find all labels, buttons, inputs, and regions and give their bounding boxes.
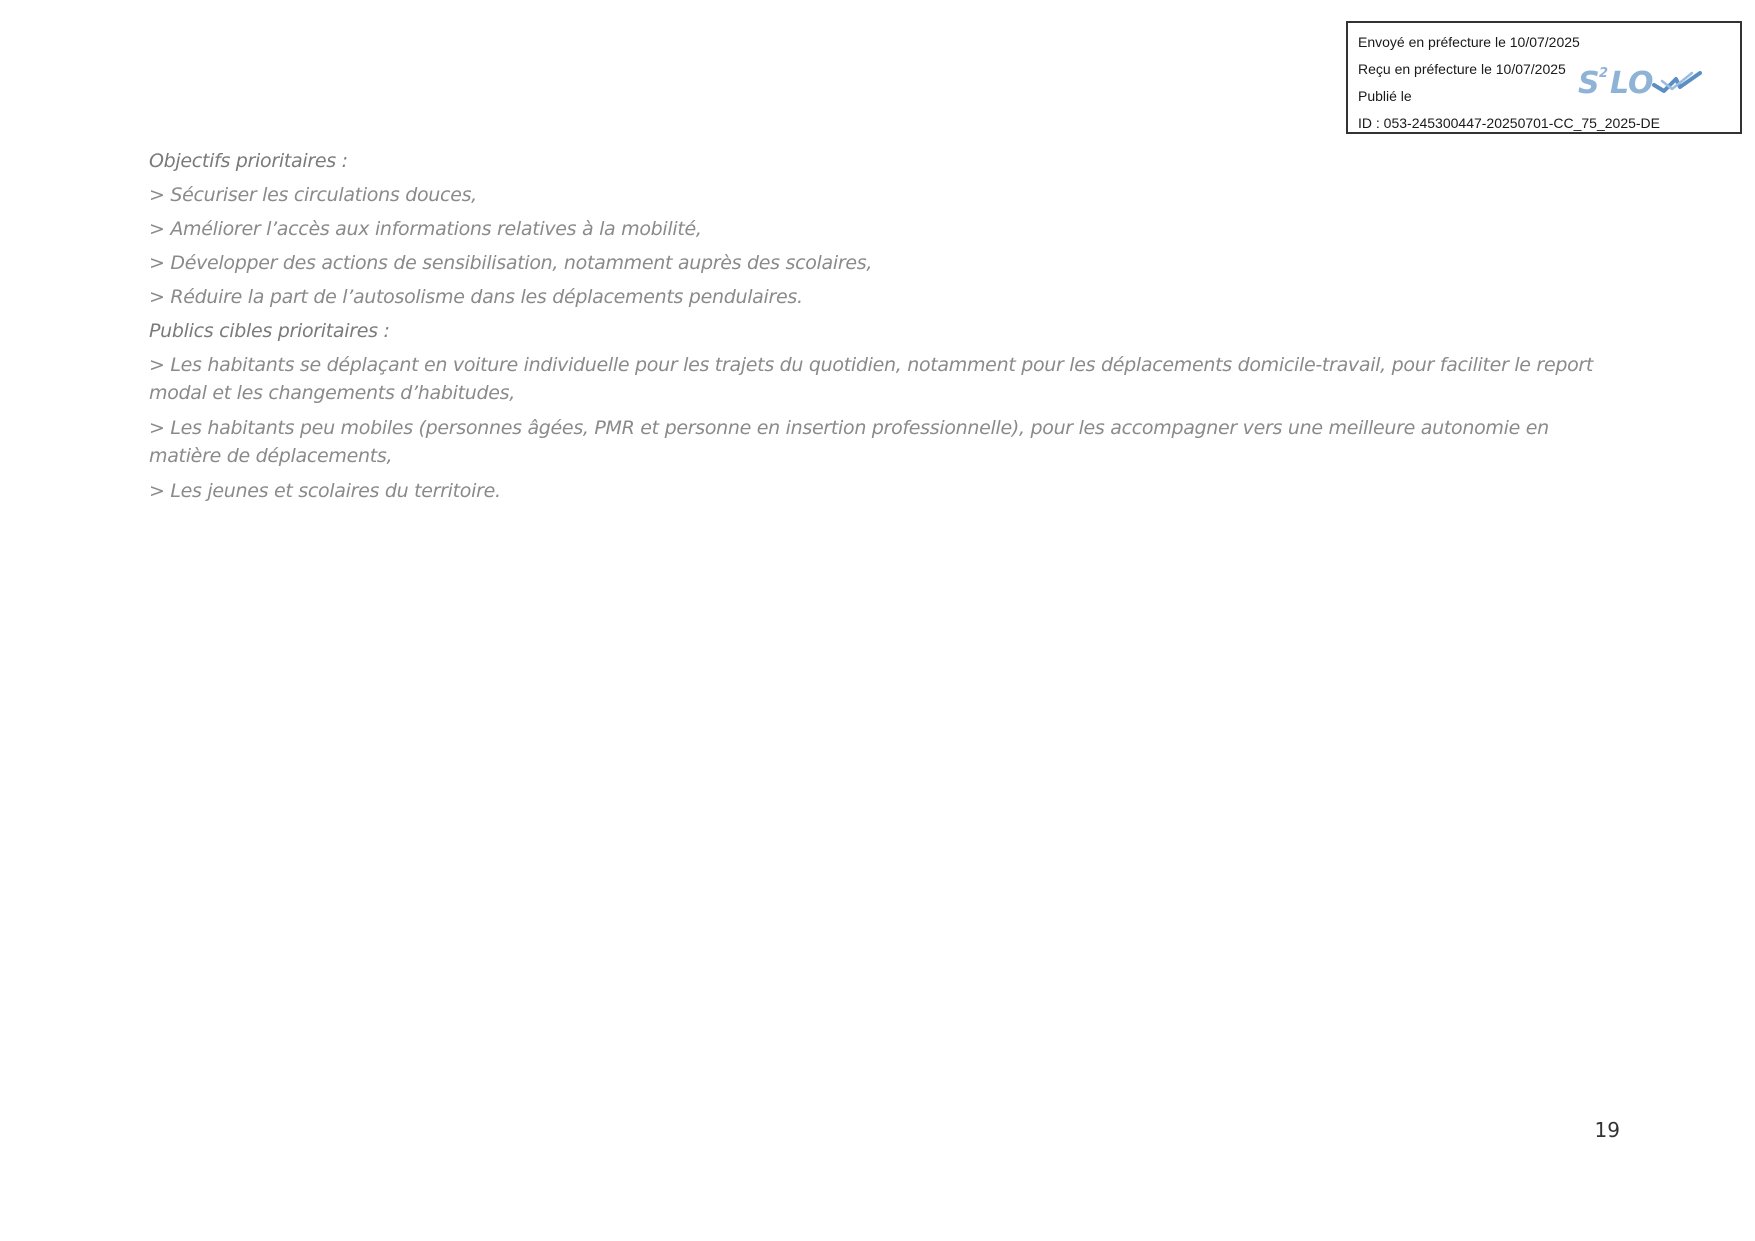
objective-item: > Sécuriser les circulations douces, (149, 184, 477, 206)
s2lo-logo (1576, 61, 1706, 101)
stamp-sent-date: Envoyé en préfecture le 10/07/2025 (1358, 34, 1580, 50)
objective-item: > Développer des actions de sensibilisation, notamment auprès des scolaires, (149, 252, 873, 274)
stamp-id: ID : 053-245300447-20250701-CC_75_2025-DE (1358, 115, 1660, 131)
publics-heading: Publics cibles prioritaires : (149, 320, 390, 342)
document-body (149, 147, 1619, 512)
prefecture-stamp (1346, 21, 1742, 134)
svg-text:LO: LO (1610, 66, 1654, 101)
objective-item: > Réduire la part de l’autosolisme dans les déplacements pendulaires. (149, 286, 803, 308)
svg-text:S: S (1578, 66, 1600, 101)
page-number: 19 (1594, 1118, 1620, 1142)
public-target-item: > Les habitants se déplaçant en voiture individuelle pour les trajets du quotidien, notamment pour les déplacements domicile-travail, pour faciliter le report modal et les changements d’habitudes, (149, 354, 1594, 404)
public-target-item: > Les jeunes et scolaires du territoire. (149, 480, 501, 502)
objectives-heading: Objectifs prioritaires : (149, 150, 348, 172)
objective-item: > Améliorer l’accès aux informations relatives à la mobilité, (149, 218, 702, 240)
svg-text:2: 2 (1599, 66, 1609, 81)
public-target-item: > Les habitants peu mobiles (personnes âgées, PMR et personne en insertion professionnelle), pour les accompagner vers une meilleure autonomie en matière de déplacements, (149, 417, 1549, 467)
stamp-published: Publié le (1358, 88, 1412, 104)
stamp-received-date: Reçu en préfecture le 10/07/2025 (1358, 61, 1566, 77)
